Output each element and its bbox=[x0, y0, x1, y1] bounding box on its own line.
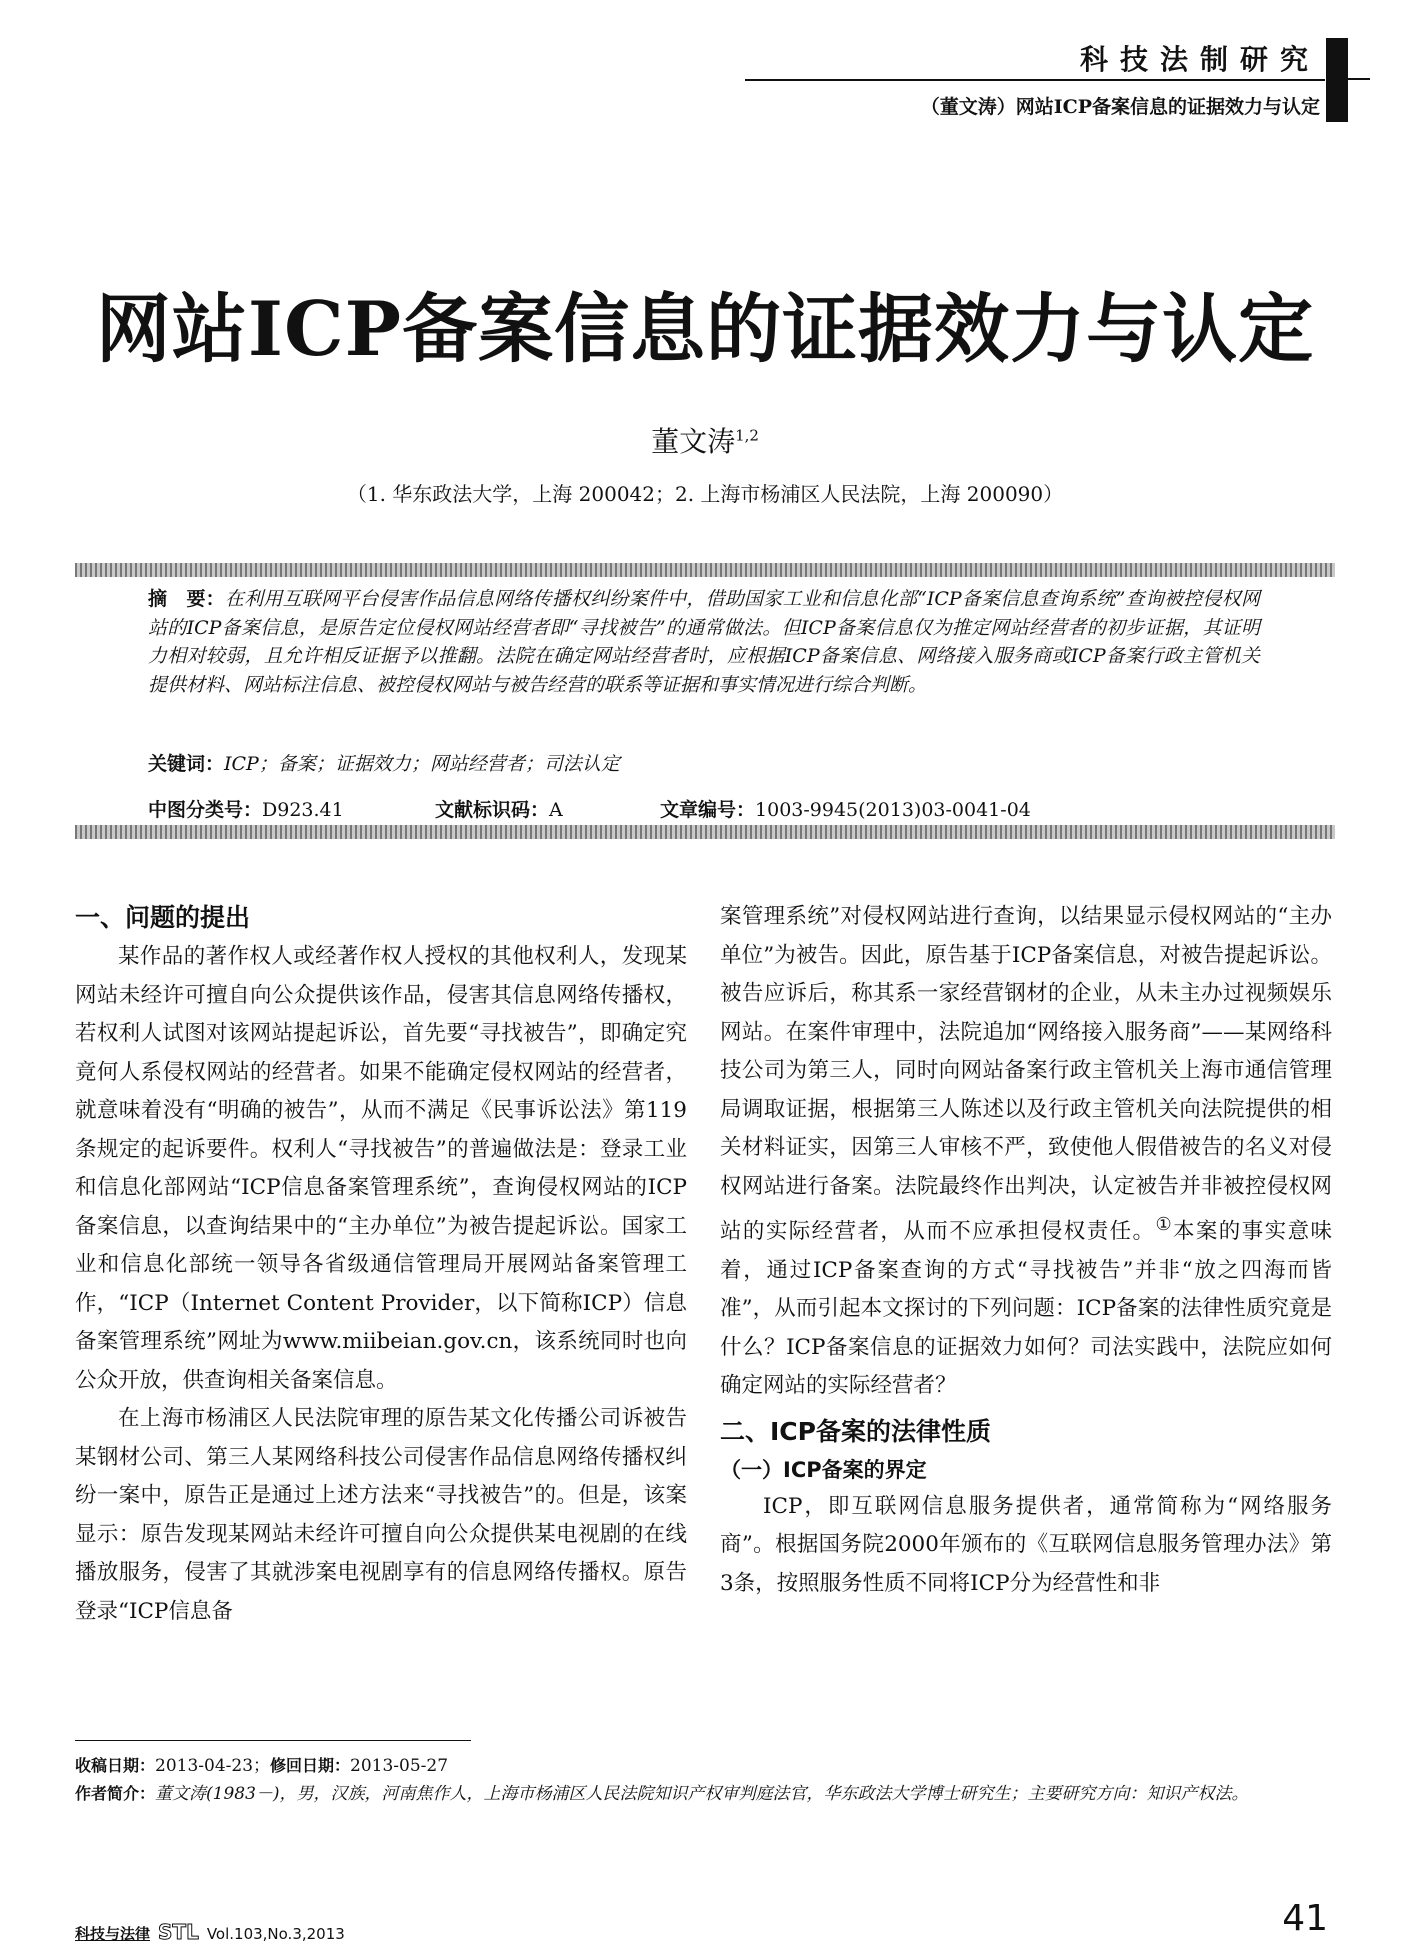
author-line bbox=[0, 420, 1410, 460]
clc-number bbox=[148, 795, 344, 822]
page-number: 41 bbox=[1282, 1898, 1328, 1939]
header-section-name: 科技法制研究 bbox=[1079, 43, 1320, 76]
abstract-label: 摘 要： bbox=[148, 588, 225, 610]
clc-value: D923.41 bbox=[262, 799, 344, 821]
header-tick bbox=[1346, 78, 1370, 80]
abstract-text: 在利用互联网平台侵害作品信息网络传播权纠纷案件中，借助国家工业和信息化部“ICP备案信息查询系统”查询被控侵权网站的ICP备案信息，是原告定位侵权网站经营者即“寻找被告”的通常做法。但ICP备案信息仅为推定网站经营者的初步证据，其证明力相对较弱，且允许相反证据予以推翻。法院在确定网站经营者时，应根据ICP备案信息、网络接入服务商或ICP备案行政主管机关提供材料、网站标注信息、被控侵权网站与被告经营的联系等证据和事实情况进行综合判断。 bbox=[148, 588, 1260, 696]
header-bar bbox=[1326, 38, 1348, 122]
keywords-text: ICP；备案；证据效力；网站经营者；司法认定 bbox=[224, 753, 620, 775]
revised-date: 2013-05-27 bbox=[350, 1756, 449, 1776]
subsection-heading: （一）ICP备案的界定 bbox=[720, 1457, 927, 1482]
section-2-heading: 二、ICP备案的法律性质 bbox=[720, 1416, 991, 1446]
document-code-value: A bbox=[549, 799, 563, 821]
body-column-left bbox=[75, 898, 687, 1631]
section-1-heading: 一、问题的提出 bbox=[75, 903, 251, 932]
author-name: 董文涛 bbox=[651, 425, 736, 458]
paragraph: 在上海市杨浦区人民法院审理的原告某文化传播公司诉被告某钢材公司、第三人某网络科技公司侵害作品信息网络传播权纠纷一案中，原告正是通过上述方法来“寻找被告”的。但是，该案显示：原告发现某网站未经许可擅自向公众提供某电视剧的在线播放服务，侵害了其就涉案电视剧享有的信息网络传播权。原告登录“ICP信息备 bbox=[75, 1406, 687, 1624]
journal-volume: Vol.103,No.3,2013 bbox=[206, 1925, 345, 1943]
header-article-subtitle: （董文涛）网站ICP备案信息的证据效力与认定 bbox=[920, 96, 1320, 118]
paragraph: ICP，即互联网信息服务提供者，通常简称为“网络服务商”。根据国务院2000年颁布的《互联网信息服务管理办法》第3条，按照服务性质不同将ICP分为经营性和非 bbox=[720, 1493, 1332, 1596]
paragraph: 某作品的著作权人或经著作权人授权的其他权利人，发现某网站未经许可擅自向公众提供该作品，侵害其信息网络传播权，若权利人试图对该网站提起诉讼，首先要“寻找被告”，即确定究竟何人系侵权网站的经营者。如果不能确定侵权网站的经营者，就意味着没有“明确的被告”，从而不满足《民事诉讼法》第119条规定的起诉要件。权利人“寻找被告”的普遍做法是：登录工业和信息化部网站“ICP信息备案管理系统”，查询侵权网站的ICP备案信息，以查询结果中的“主办单位”为被告提起诉讼。国家工业和信息化部统一领导各省级通信管理局开展网站备案管理工作，“ICP（Internet Content Provider，以下简称ICP）信息备案管理系统”网址为www.miibeian.gov.cn，该系统同时也向公众开放，供查询相关备案信息。 bbox=[75, 944, 687, 1393]
article-id-label: 文章编号： bbox=[660, 799, 756, 821]
received-label: 收稿日期： bbox=[75, 1756, 156, 1775]
dates-line bbox=[75, 1752, 1335, 1780]
bio-text: 董文涛(1983－)，男，汉族，河南焦作人，上海市杨浦区人民法院知识产权审判庭法官，华东政法大学博士研究生；主要研究方向：知识产权法。 bbox=[155, 1784, 1249, 1804]
body-column-right bbox=[720, 898, 1332, 1603]
journal-logo: STL bbox=[158, 1920, 199, 1944]
keywords-label: 关键词： bbox=[148, 753, 225, 775]
article-footnotes bbox=[75, 1752, 1335, 1808]
header-rule bbox=[745, 79, 1325, 81]
paragraph-continued bbox=[720, 898, 1332, 1406]
author-bio bbox=[75, 1780, 1335, 1808]
abstract bbox=[148, 585, 1260, 699]
keywords bbox=[148, 749, 1260, 776]
bio-label: 作者简介： bbox=[75, 1784, 156, 1803]
article-id bbox=[660, 795, 1031, 822]
document-code bbox=[435, 795, 563, 822]
footnote-marker: ① bbox=[1155, 1214, 1173, 1235]
clc-label: 中图分类号： bbox=[148, 799, 263, 821]
article-title: 网站ICP备案信息的证据效力与认定 bbox=[95, 285, 1315, 373]
paragraph-text: 本案的事实意味着，通过ICP备案查询的方式“寻找被告”并非“放之四海而皆准”，从而引起本文探讨的下列问题：ICP备案的法律性质究竟是什么？ICP备案信息的证据效力如何？司法实践中，法院应如何确定网站的实际经营者？ bbox=[720, 1219, 1332, 1399]
abstract-bottom-bar bbox=[75, 825, 1335, 839]
received-date: 2013-04-23； bbox=[155, 1756, 271, 1776]
document-code-label: 文献标识码： bbox=[435, 799, 550, 821]
author-affiliation-marks: 1,2 bbox=[735, 426, 759, 445]
footnote-rule bbox=[75, 1740, 471, 1741]
article-id-value: 1003-9945(2013)03-0041-04 bbox=[755, 799, 1031, 821]
affiliations: （1. 华东政法大学，上海 200042；2. 上海市杨浦区人民法院，上海 200090） bbox=[346, 482, 1064, 506]
abstract-top-bar bbox=[75, 563, 1335, 577]
journal-footer bbox=[75, 1920, 345, 1944]
journal-name: 科技与法律 bbox=[75, 1925, 151, 1943]
paragraph-text: 案管理系统”对侵权网站进行查询，以结果显示侵权网站的“主办单位”为被告。因此，原告基于ICP备案信息，对被告提起诉讼。被告应诉后，称其系一家经营钢材的企业，从未主办过视频娱乐网站。在案件审理中，法院追加“网络接入服务商”——某网络科技公司为第三人，同时向网站备案行政主管机关上海市通信管理局调取证据，根据第三人陈述以及行政主管机关向法院提供的相关材料证实，因第三人审核不严，致使他人假借被告的名义对侵权网站进行备案。法院最终作出判决，认定被告并非被控侵权网站的实际经营者，从而不应承担侵权责任。 bbox=[720, 904, 1332, 1245]
revised-label: 修回日期： bbox=[270, 1756, 351, 1775]
